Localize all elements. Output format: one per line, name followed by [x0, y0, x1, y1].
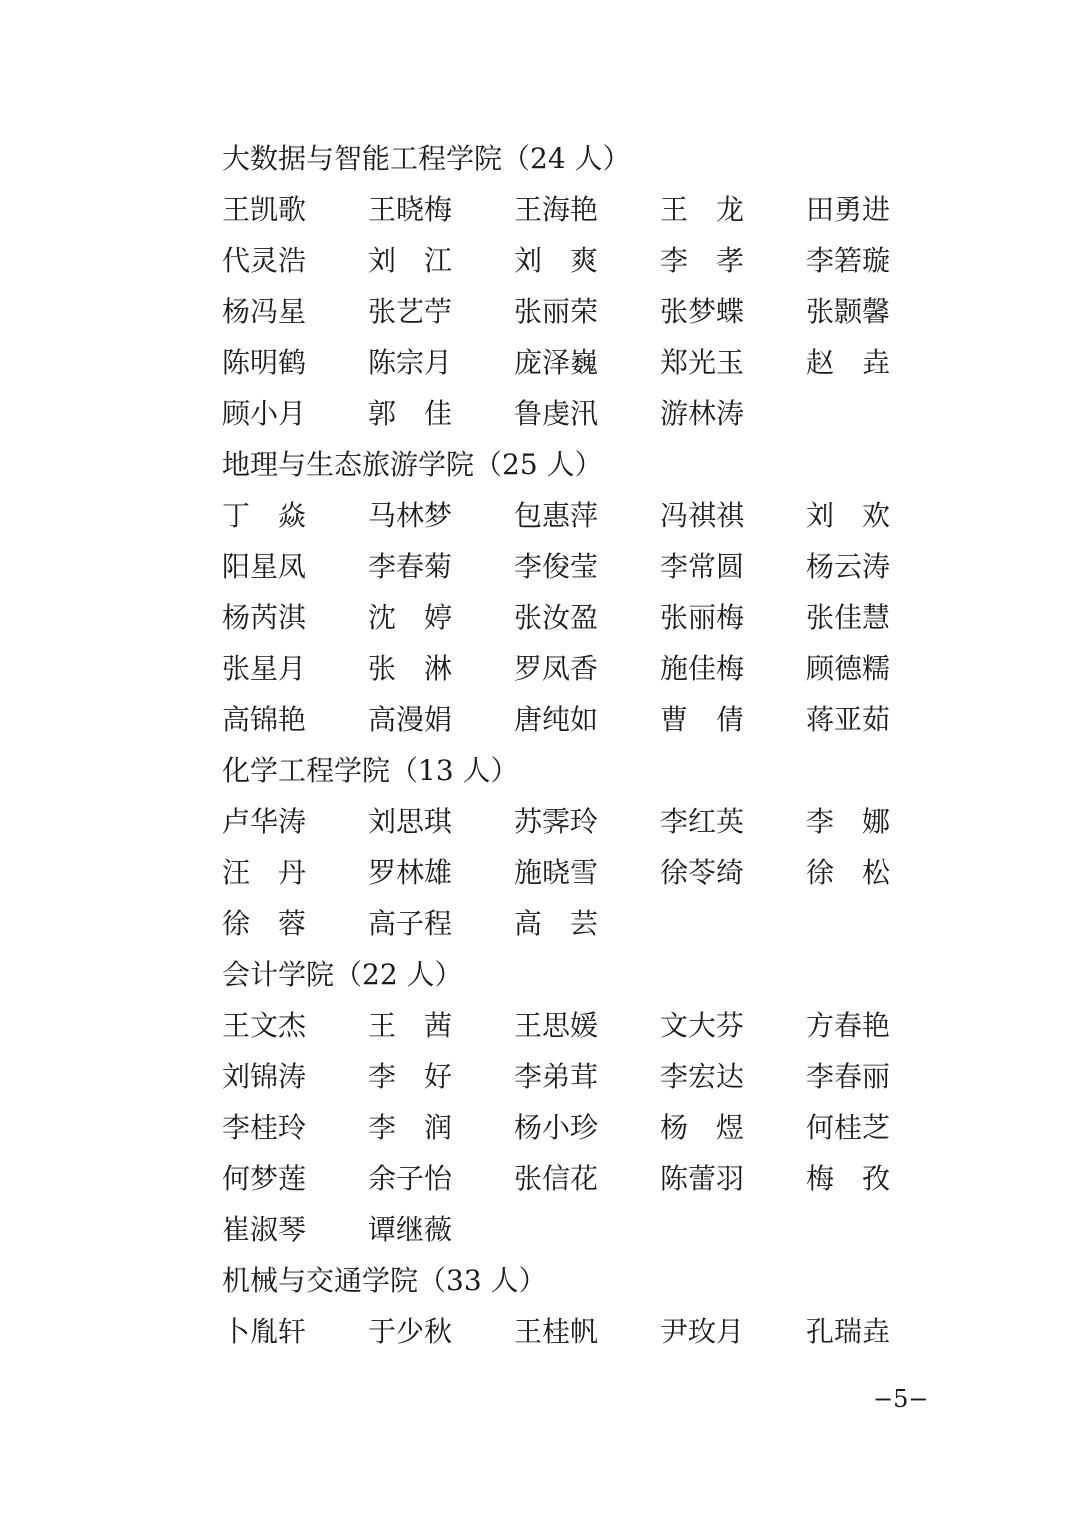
person-name: 方 春 艳	[806, 1009, 891, 1042]
person-name: 顾 德 糯	[806, 652, 891, 685]
name-grid	[222, 1000, 922, 1255]
name-grid	[222, 184, 922, 439]
person-name: 张 梦 蝶	[660, 295, 745, 328]
person-name: 于 少 秋	[368, 1315, 453, 1348]
person-name: 唐 纯 如	[514, 703, 599, 736]
person-name: 杨 小 珍	[514, 1111, 599, 1144]
person-name: 蒋 亚 茹	[806, 703, 891, 736]
person-name: 游 林 涛	[660, 397, 745, 430]
person-name: 刘 锦 涛	[222, 1060, 307, 1093]
person-name: 王 桂 帆	[514, 1315, 599, 1348]
person-name: 王 晓 梅	[368, 193, 453, 226]
person-name: 王 茜	[368, 1009, 452, 1042]
person-name: 王 凯 歌	[222, 193, 307, 226]
person-name: 李 桂 玲	[222, 1111, 307, 1144]
person-name: 张 淋	[368, 652, 452, 685]
person-name: 王 文 杰	[222, 1009, 307, 1042]
page-number: −5−	[873, 1385, 929, 1413]
person-name: 陈 蕾 羽	[660, 1162, 745, 1195]
person-name: 沈 婷	[368, 601, 452, 634]
person-name: 李 孝	[660, 244, 744, 277]
person-name: 李 春 丽	[806, 1060, 891, 1093]
person-name: 卜 胤 轩	[222, 1315, 307, 1348]
person-name: 王 龙	[660, 193, 744, 226]
person-name: 余 子 怡	[368, 1162, 453, 1195]
section-header: 机械与交通学院（33 人）	[222, 1264, 547, 1297]
section-header: 大数据与智能工程学院（24 人）	[222, 142, 631, 175]
person-name: 李 红 英	[660, 805, 745, 838]
person-name: 谭 继 薇	[368, 1213, 453, 1246]
name-list-document	[222, 133, 922, 1357]
person-name: 杨 冯 星	[222, 295, 307, 328]
person-name: 崔 淑 琴	[222, 1213, 307, 1246]
person-name: 张 星 月	[222, 652, 307, 685]
person-name: 张 佳 慧	[806, 601, 891, 634]
person-name: 李 宏 达	[660, 1060, 745, 1093]
person-name: 王 海 艳	[514, 193, 599, 226]
person-name: 张 信 花	[514, 1162, 599, 1195]
name-grid	[222, 490, 922, 745]
person-name: 尹 玫 月	[660, 1315, 745, 1348]
person-name: 李 常 圆	[660, 550, 745, 583]
person-name: 顾 小 月	[222, 397, 307, 430]
person-name: 梅 孜	[806, 1162, 890, 1195]
person-name: 包 惠 萍	[514, 499, 599, 532]
person-name: 高 芸	[514, 907, 598, 940]
person-name: 李 弟 茸	[514, 1060, 599, 1093]
person-name: 李 箬 璇	[806, 244, 891, 277]
person-name: 郭 佳	[368, 397, 452, 430]
person-name: 赵 垚	[806, 346, 890, 379]
person-name: 孔 瑞 垚	[806, 1315, 891, 1348]
person-name: 郑 光 玉	[660, 346, 745, 379]
person-name: 李 好	[368, 1060, 452, 1093]
person-name: 张 丽 梅	[660, 601, 745, 634]
person-name: 曹 倩	[660, 703, 744, 736]
person-name: 施 佳 梅	[660, 652, 745, 685]
person-name: 施 晓 雪	[514, 856, 599, 889]
person-name: 徐 松	[806, 856, 890, 889]
person-name: 田 勇 进	[806, 193, 891, 226]
person-name: 高 子 程	[368, 907, 453, 940]
person-name: 高 锦 艳	[222, 703, 307, 736]
section-header: 地理与生态旅游学院（25 人）	[222, 448, 603, 481]
person-name: 罗 林 雄	[368, 856, 453, 889]
person-name: 苏 霁 玲	[514, 805, 599, 838]
person-name: 高 漫 娟	[368, 703, 453, 736]
person-name: 刘 欢	[806, 499, 890, 532]
person-name: 何 桂 芝	[806, 1111, 891, 1144]
person-name: 何 梦 莲	[222, 1162, 307, 1195]
person-name: 刘 江	[368, 244, 452, 277]
name-grid	[222, 796, 922, 949]
person-name: 罗 凤 香	[514, 652, 599, 685]
person-name: 刘 思 琪	[368, 805, 453, 838]
person-name: 卢 华 涛	[222, 805, 307, 838]
name-grid	[222, 1306, 922, 1357]
person-name: 阳 星 凤	[222, 550, 307, 583]
section-header: 会计学院（22 人）	[222, 958, 463, 991]
person-name: 陈 宗 月	[368, 346, 453, 379]
person-name: 徐 苓 绮	[660, 856, 745, 889]
person-name: 鲁 虔 汛	[514, 397, 599, 430]
person-name: 张 汝 盈	[514, 601, 599, 634]
person-name: 李 娜	[806, 805, 890, 838]
person-name: 文 大 芬	[660, 1009, 745, 1042]
person-name: 徐 蓉	[222, 907, 306, 940]
person-name: 冯 祺 祺	[660, 499, 745, 532]
person-name: 庞 泽 巍	[514, 346, 599, 379]
person-name: 杨 芮 淇	[222, 601, 307, 634]
person-name: 王 思 媛	[514, 1009, 599, 1042]
person-name: 李 春 菊	[368, 550, 453, 583]
person-name: 代 灵 浩	[222, 244, 307, 277]
section-header: 化学工程学院（13 人）	[222, 754, 519, 787]
person-name: 李 润	[368, 1111, 452, 1144]
person-name: 汪 丹	[222, 856, 306, 889]
person-name: 杨 煜	[660, 1111, 744, 1144]
person-name: 陈 明 鹤	[222, 346, 307, 379]
person-name: 张 艺 苧	[368, 295, 453, 328]
person-name: 马 林 梦	[368, 499, 453, 532]
person-name: 杨 云 涛	[806, 550, 891, 583]
person-name: 刘 爽	[514, 244, 598, 277]
person-name: 张 丽 荣	[514, 295, 599, 328]
person-name: 张 颢 馨	[806, 295, 891, 328]
person-name: 丁 焱	[222, 499, 306, 532]
person-name: 李 俊 莹	[514, 550, 599, 583]
